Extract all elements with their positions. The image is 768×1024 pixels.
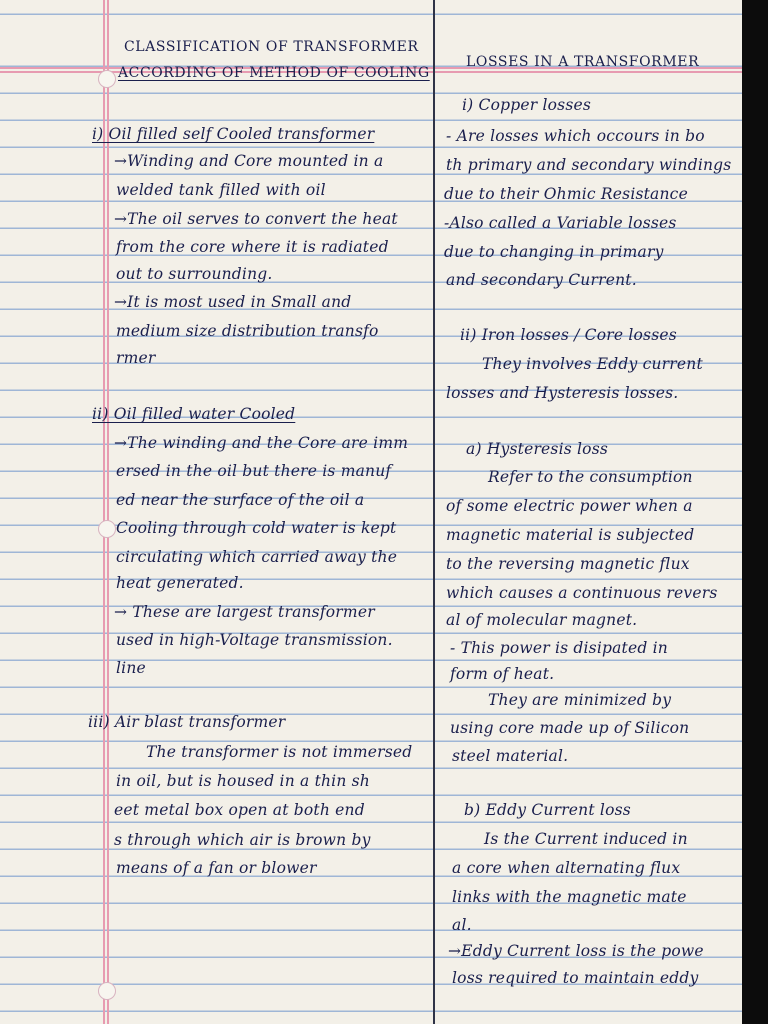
text-line: They involves Eddy current <box>482 355 703 373</box>
page-edge-shadow <box>742 0 768 1024</box>
section-title-eddy-current-loss: b) Eddy Current loss <box>464 801 631 819</box>
section-title-hysteresis-loss: a) Hysteresis loss <box>466 440 609 458</box>
text-line: →It is most used in Small and <box>114 293 352 311</box>
binder-hole <box>98 982 116 1000</box>
text-line: rmer <box>116 349 156 367</box>
text-line: used in high-Voltage transmission. <box>116 631 393 649</box>
text-line: loss required to maintain eddy <box>452 969 699 987</box>
text-line: welded tank filled with oil <box>116 181 326 199</box>
text-line: al of molecular magnet. <box>446 611 638 629</box>
text-line: out to surrounding. <box>116 265 273 283</box>
binder-hole <box>98 520 116 538</box>
text-line: means of a fan or blower <box>116 859 317 877</box>
section-title-air-blast: iii) Air blast transformer <box>88 713 286 731</box>
text-line: Is the Current induced in <box>484 830 688 848</box>
text-line: Refer to the consumption <box>488 468 693 486</box>
margin-line <box>107 0 109 1024</box>
text-line: links with the magnetic mate <box>452 888 687 906</box>
margin-line <box>103 0 105 1024</box>
text-line: form of heat. <box>450 665 555 683</box>
text-line: magnetic material is subjected <box>446 526 695 544</box>
text-line: a core when alternating flux <box>452 859 681 877</box>
text-line: and secondary Current. <box>446 271 637 289</box>
text-line: →Winding and Core mounted in a <box>114 152 384 170</box>
text-line: in oil, but is housed in a thin sh <box>116 772 370 790</box>
text-line: - This power is disipated in <box>450 639 668 657</box>
text-line: al. <box>452 916 472 934</box>
section-title-iron-losses: ii) Iron losses / Core losses <box>460 326 677 344</box>
text-line: steel material. <box>452 747 569 765</box>
text-line: →The winding and the Core are imm <box>114 434 409 452</box>
column-divider <box>433 0 435 1024</box>
text-line: using core made up of Silicon <box>450 719 690 737</box>
left-heading-line-1: CLASSIFICATION OF TRANSFORMER <box>124 39 419 55</box>
section-title-copper-losses: i) Copper losses <box>462 96 592 114</box>
section-title-oil-water-cooled: ii) Oil filled water Cooled <box>92 405 296 423</box>
text-line: circulating which carried away the <box>116 548 398 566</box>
text-line: They are minimized by <box>488 691 672 709</box>
text-line: th primary and secondary windings <box>446 156 732 174</box>
text-line: heat generated. <box>116 574 244 592</box>
text-line: -Also called a Variable losses <box>444 214 677 232</box>
text-line: line <box>116 659 146 677</box>
text-line: medium size distribution transfo <box>116 322 379 340</box>
text-line: eet metal box open at both end <box>114 801 365 819</box>
text-line: The transformer is not immersed <box>146 743 413 761</box>
text-line: from the core where it is radiated <box>116 238 389 256</box>
text-line: → These are largest transformer <box>114 603 375 621</box>
text-line: →Eddy Current loss is the powe <box>448 942 704 960</box>
section-title-oil-self-cooled: i) Oil filled self Cooled transformer <box>92 125 375 143</box>
text-line: due to changing in primary <box>444 243 664 261</box>
text-line: Cooling through cold water is kept <box>116 519 397 537</box>
text-line: →The oil serves to convert the heat <box>114 210 398 228</box>
text-line: ersed in the oil but there is manuf <box>116 462 392 480</box>
text-line: - Are losses which occours in bo <box>446 127 705 145</box>
text-line: to the reversing magnetic flux <box>446 555 690 573</box>
binder-hole <box>98 70 116 88</box>
left-heading-line-2: ACCORDING OF METHOD OF COOLING <box>118 65 430 81</box>
text-line: which causes a continuous revers <box>446 584 718 602</box>
text-line: losses and Hysteresis losses. <box>446 384 679 402</box>
right-heading: LOSSES IN A TRANSFORMER <box>466 54 700 70</box>
text-line: of some electric power when a <box>446 497 693 515</box>
text-line: due to their Ohmic Resistance <box>444 185 688 203</box>
text-line: s through which air is brown by <box>114 831 371 849</box>
text-line: ed near the surface of the oil a <box>116 491 365 509</box>
